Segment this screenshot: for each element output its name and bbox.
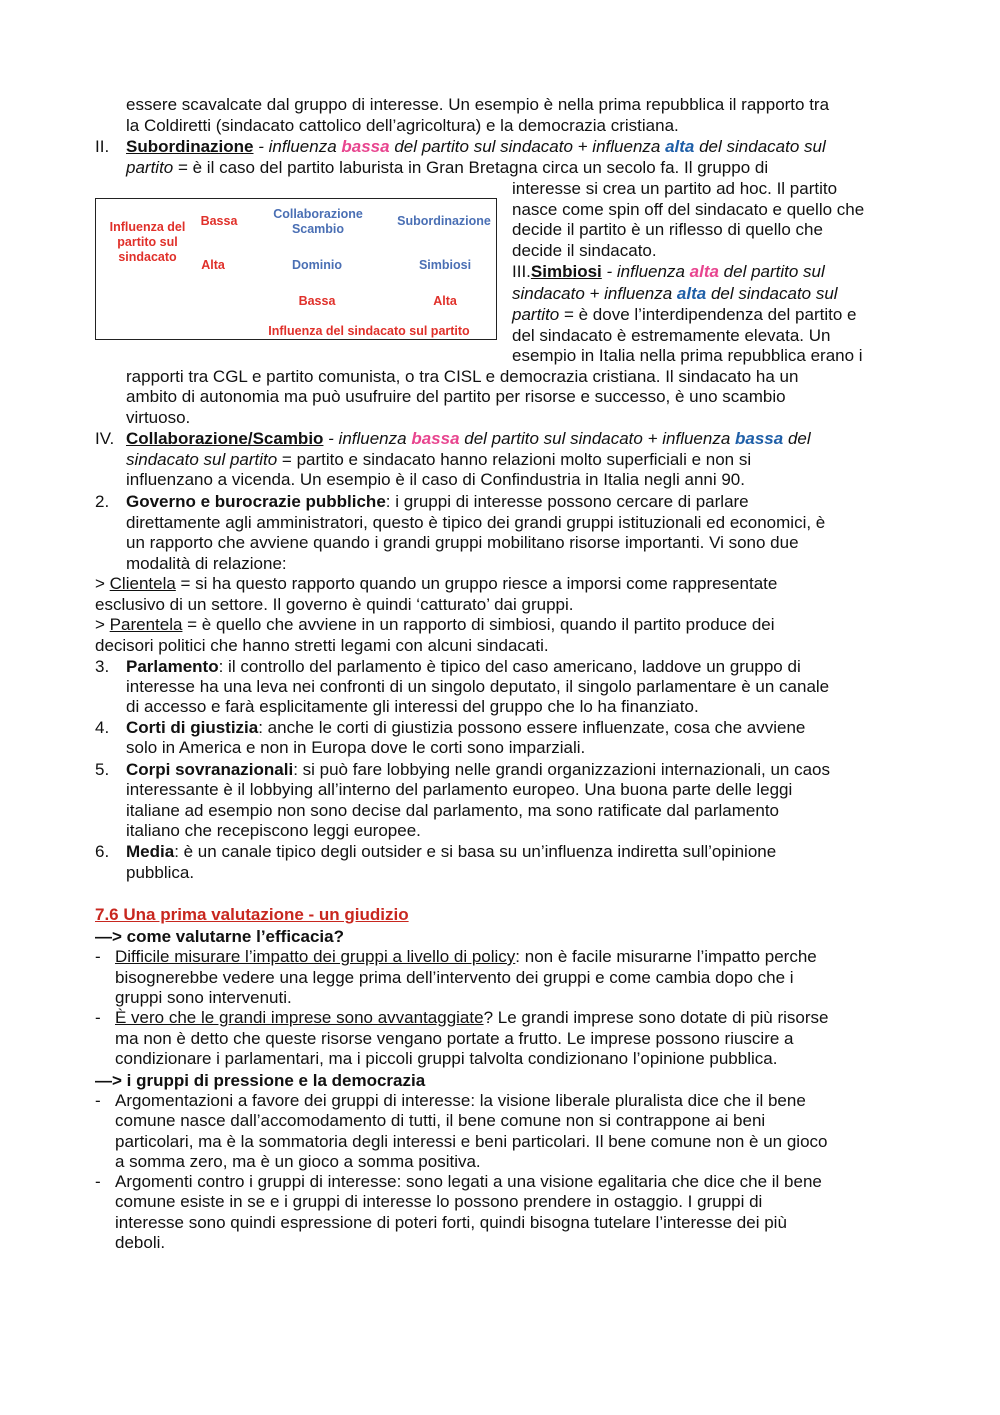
dash-bullet: - xyxy=(95,947,101,966)
subheading: —> i gruppi di pressione e la democrazia xyxy=(95,1071,426,1090)
text-line: decisori politici che hanno stretti legami con alcuni sindacati. xyxy=(95,636,549,655)
text-line xyxy=(95,574,777,595)
text-span: : anche le corti di giustizia possono essere influenzate, cosa che avviene xyxy=(258,718,806,737)
text-line: comune esiste in se e i gruppi di interesse lo possono prendere in ostaggio. I gruppi di xyxy=(115,1192,763,1211)
text-line: di accesso e farà esplicitamente gli interessi del gruppo che lo ha finanziato. xyxy=(126,697,699,716)
text-span: : si può fare lobbying nelle grandi organizzazioni internazionali, un caos xyxy=(293,760,830,779)
text-span: Difficile misurare l’impatto dei gruppi a livello di policy xyxy=(115,947,516,966)
text-line xyxy=(512,305,856,326)
list-number: 6. xyxy=(95,842,110,861)
text-span: del sindacato sul xyxy=(706,284,838,303)
text-line xyxy=(126,158,768,179)
text-line: interesse sono quindi espressione di poteri forti, quindi bisogna tutelare l’interesse dei più xyxy=(115,1213,787,1232)
text-line: gruppi sono intervenuti. xyxy=(115,988,292,1007)
text-line xyxy=(126,492,749,513)
list-number: 3. xyxy=(95,657,110,676)
text-line: decide il sindacato. xyxy=(512,241,657,260)
text-line xyxy=(115,947,817,968)
text-line: interesse si crea un partito ad hoc. Il partito xyxy=(512,179,838,198)
text-line: a somma zero, ma è un gioco a somma positiva. xyxy=(115,1152,481,1171)
text-line: italiane ad esempio non sono decise dal parlamento, ma sono ratificate dal parlamento xyxy=(126,801,780,820)
text-line: la Coldiretti (sindacato cattolico dell’agricoltura) e la democrazia cristiana. xyxy=(126,116,679,135)
text-line: ambito di autonomia ma può usufruire del partito per risorse e successo, è uno scambio xyxy=(126,387,786,406)
highlight-bassa: bassa xyxy=(341,137,390,156)
text-span: partito xyxy=(126,158,174,177)
text-span: - influenza xyxy=(253,137,342,156)
text-line: modalità di relazione: xyxy=(126,554,287,573)
text-span: del partito sul sindacato + influenza xyxy=(389,137,666,156)
text-span: È vero che le grandi imprese sono avvantaggiate xyxy=(115,1008,484,1027)
text-line: condizionare i parlamentari, ma i piccoli gruppi talvolta condizionano l’opinione pubblica. xyxy=(115,1049,778,1068)
roman-numeral: IV. xyxy=(95,429,115,448)
row-label-alta: Alta xyxy=(201,258,225,272)
text-span: del partito sul xyxy=(718,262,825,281)
text-span: ? Le grandi imprese sono dotate di più risorse xyxy=(483,1008,829,1027)
text-line: bisognerebbe vedere una legge prima dell’intervento dei gruppi e come cambia dopo che i xyxy=(115,968,794,987)
term-clientela: Clientela xyxy=(109,574,176,593)
text-line: Argomentazioni a favore dei gruppi di interesse: la visione liberale pluralista dice che il bene xyxy=(115,1091,806,1110)
text-span: del sindacato sul xyxy=(694,137,826,156)
section-title: 7.6 Una prima valutazione - un giudizio xyxy=(95,905,409,924)
text-line: particolari, ma è la sommatoria degli interessi e beni particolari. Il bene comune non è un gioco xyxy=(115,1132,828,1151)
term-media: Media xyxy=(126,842,175,861)
text-line xyxy=(126,657,801,678)
roman-numeral: II. xyxy=(95,137,110,156)
highlight-alta: alta xyxy=(689,262,719,281)
text-line: direttamente agli amministratori, questo è tipico dei grandi gruppi istituzionali ed economici, è xyxy=(126,513,826,532)
highlight-alta: alta xyxy=(665,137,695,156)
col-label-bassa: Bassa xyxy=(298,294,336,308)
text-line: Argomenti contro i gruppi di interesse: sono legati a una visione egalitaria che dice che il bene xyxy=(115,1172,822,1191)
cell-simbiosi: Simbiosi xyxy=(418,258,472,272)
text-line: deboli. xyxy=(115,1233,166,1252)
highlight-bassa: bassa xyxy=(735,429,784,448)
term-collaborazione-scambio: Collaborazione/Scambio xyxy=(126,429,324,448)
text-line: pubblica. xyxy=(126,863,195,882)
list-number: 5. xyxy=(95,760,110,779)
text-line xyxy=(95,615,775,636)
text-line: ma non è detto che queste risorse vengano portate a frutto. Le imprese possono riuscire a xyxy=(115,1029,794,1048)
influence-matrix-diagram xyxy=(95,198,497,340)
text-span: = è il caso del partito laburista in Gran Bretagna circa un secolo fa. Il gruppo di xyxy=(173,158,769,177)
row-label-bassa: Bassa xyxy=(200,214,238,228)
col-label-alta: Alta xyxy=(433,294,457,308)
subordinazione-line xyxy=(126,137,826,158)
term-simbiosi: Simbiosi xyxy=(530,262,602,281)
text-line: esclusivo di un settore. Il governo è quindi ‘catturato’ dai gruppi. xyxy=(95,595,574,614)
dash-bullet: - xyxy=(95,1091,101,1110)
text-line: virtuoso. xyxy=(126,408,191,427)
dash-bullet: - xyxy=(95,1008,101,1027)
collaborazione-line xyxy=(126,429,811,450)
text-span: partito xyxy=(512,305,560,324)
text-line xyxy=(126,760,830,781)
text-span: : il controllo del parlamento è tipico del caso americano, laddove un gruppo di xyxy=(218,657,801,676)
cell-dominio: Dominio xyxy=(292,258,342,272)
text-span: del partito sul sindacato + influenza xyxy=(459,429,736,448)
text-line: interessante è il lobbying all’interno del parlamento europeo. Una buona parte delle leggi xyxy=(126,780,793,799)
term-governo: Governo e burocrazie pubbliche xyxy=(126,492,386,511)
highlight-alta: alta xyxy=(676,284,707,303)
text-span: sindacato + influenza xyxy=(512,284,677,303)
text-span: : non è facile misurarne l’impatto perche xyxy=(515,947,817,966)
dash-bullet: - xyxy=(95,1172,101,1191)
list-number: 2. xyxy=(95,492,110,511)
x-axis-label: Influenza del sindacato sul partito xyxy=(268,324,470,338)
text-span: > xyxy=(95,615,110,634)
term-parentela: Parentela xyxy=(109,615,183,634)
text-span: = è dove l’interdipendenza del partito e xyxy=(559,305,857,324)
text-line xyxy=(126,842,776,863)
text-span: = si ha questo rapporto quando un gruppo riesce a imporsi come rappresentate xyxy=(175,574,778,593)
text-span: : i gruppi di interesse possono cercare di parlare xyxy=(385,492,749,511)
text-span: = partito e sindacato hanno relazioni molto superficiali e non si xyxy=(277,450,752,469)
text-line: rapporti tra CGL e partito comunista, o tra CISL e democrazia cristiana. Il sindacato ha un xyxy=(126,367,799,386)
simbiosi-line xyxy=(512,262,825,283)
text-span: - influenza xyxy=(323,429,412,448)
text-line: solo in America e non in Europa dove le corti sono imparziali. xyxy=(126,738,586,757)
text-line xyxy=(115,1008,829,1029)
term-corpi-sovranazionali: Corpi sovranazionali xyxy=(126,760,294,779)
text-line xyxy=(126,450,751,471)
text-line: interesse ha una leva nei confronti di un singolo deputato, il singolo parlamentare è un canale xyxy=(126,677,830,696)
text-line: italiano che recepiscono leggi europee. xyxy=(126,821,421,840)
text-line: comune nasce dall’accomodamento di tutti, il bene comune non si contrappone ai beni xyxy=(115,1111,766,1130)
subheading: —> come valutarne l’efficacia? xyxy=(95,927,344,946)
term-subordinazione: Subordinazione xyxy=(126,137,254,156)
term-parlamento: Parlamento xyxy=(126,657,219,676)
text-line: del sindacato è estremamente elevata. Un xyxy=(512,326,831,345)
roman-numeral: III. xyxy=(512,262,531,281)
text-span: sindacato sul partito xyxy=(126,450,278,469)
text-line: influenzano a vicenda. Un esempio è il caso di Confindustria in Italia negli anni 90. xyxy=(126,470,745,489)
text-line xyxy=(126,718,805,739)
cell-collaborazione-scambio: Collaborazione Scambio xyxy=(273,207,363,236)
text-line: nasce come spin off del sindacato e quello che xyxy=(512,200,865,219)
text-span: : è un canale tipico degli outsider e si basa su un’influenza indiretta sull’opinione xyxy=(174,842,777,861)
text-line: essere scavalcate dal gruppo di interesse. Un esempio è nella prima repubblica il rapporto tra xyxy=(126,95,830,114)
text-span: del xyxy=(783,429,811,448)
highlight-bassa: bassa xyxy=(411,429,460,448)
text-span: = è quello che avviene in un rapporto di simbiosi, quando il partito produce dei xyxy=(182,615,775,634)
text-line: un rapporto che avviene quando i grandi gruppi mobilitano risorse importanti. Vi sono due xyxy=(126,533,799,552)
text-line: esempio in Italia nella prima repubblica erano i xyxy=(512,346,863,365)
y-axis-label: Influenza del partito sul sindacato xyxy=(109,220,186,264)
text-span: > xyxy=(95,574,110,593)
text-line: decide il partito è un riflesso di quello che xyxy=(512,220,823,239)
text-span: - influenza xyxy=(601,262,690,281)
term-corti: Corti di giustizia xyxy=(126,718,259,737)
list-number: 4. xyxy=(95,718,110,737)
cell-subordinazione: Subordinazione xyxy=(397,214,491,228)
text-line xyxy=(512,284,838,305)
